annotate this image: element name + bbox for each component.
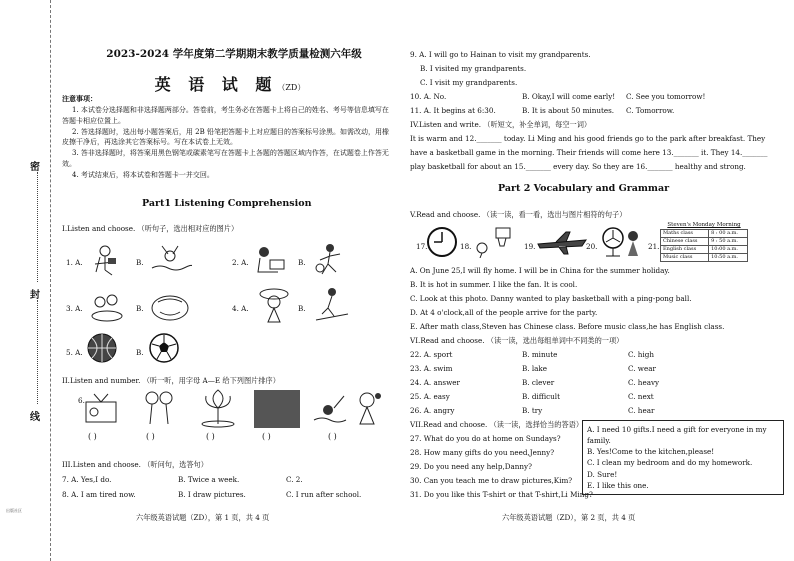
q8-c: C. I run after school. (286, 490, 362, 499)
table-cell: 10:00 a.m. (709, 246, 748, 254)
q10-b: B. Okay,I will come early! (522, 92, 616, 101)
q22-c: C. high (628, 350, 654, 359)
q19-number: 19. (524, 242, 536, 251)
section3-title: III.Listen and choose. （听问句，选答句） (62, 460, 208, 469)
table-row (661, 238, 748, 246)
option-c: C. Look at this photo. Danny wanted to play basketball with a ping-pong ball. (410, 294, 692, 303)
airplane-icon (536, 230, 588, 256)
answer-paren: ( ) (262, 432, 271, 441)
girl-reading-picture (90, 244, 120, 276)
q1-b-label: B. (136, 258, 144, 267)
passage-line: It is warm and 12._______ today. Li Ming and his good friends go to the park after breakfast. They (410, 134, 766, 143)
girl-swimming-picture (150, 242, 192, 276)
clock-icon (426, 226, 458, 258)
q10-c: C. See you tomorrow! (626, 92, 706, 101)
section2-title: II.Listen and number. （听一听，用字母 A—E 给下列图片排序） (62, 376, 280, 385)
q23-a: 23. A. swim (410, 364, 453, 373)
q11-a: 11. A. It begins at 6:30. (410, 106, 496, 115)
q20-number: 20. (586, 242, 598, 251)
soccer-ball-icon (148, 332, 180, 364)
q25-b: B. difficult (522, 392, 560, 401)
table-cell: Music class (661, 254, 709, 262)
option-d: D. At 4 o'clock,all of the people arrive for the party. (410, 308, 598, 317)
choice-a: A. I need 10 gifts.I need a gift for everyone in my family. (587, 425, 767, 446)
q9-c: C. I visit my grandparents. (420, 78, 518, 87)
answer-paren: ( ) (88, 432, 97, 441)
table-cell: Maths class (661, 230, 709, 238)
table-cell: Chinese class (661, 238, 709, 246)
option-e: E. After math class,Steven has Chinese class. Before music class,he has English class. (410, 322, 725, 331)
q25-c: C. next (628, 392, 654, 401)
q5-a-label: 5. A. (66, 348, 83, 357)
boy-playing-ball-picture (314, 242, 348, 276)
q17-number: 17. (416, 242, 428, 251)
q9-a: 9. A. I will go to Hainan to visit my grandparents. (410, 50, 591, 59)
girl-flowers-picture (352, 390, 382, 426)
skier-picture (314, 286, 350, 324)
basketball-icon (86, 332, 118, 364)
q22-b: B. minute (522, 350, 558, 359)
passage-line: have a basketball game in the morning. Their friends will come here 13._______ it. They 14._______ (410, 148, 768, 157)
q2-b-label: B. (298, 258, 306, 267)
q21-number: 21. (648, 242, 660, 251)
boy-laptop-picture (254, 244, 288, 276)
q1-a-label: 1. A. (66, 258, 83, 267)
table-cell: English class (661, 246, 709, 254)
passage-line: play basketball for about an 15._______ every day. So they are 16._______ healthy and strong. (410, 162, 746, 171)
schedule-table (660, 222, 748, 262)
line-label: 线 (30, 412, 40, 423)
fasten-label: 封 (30, 290, 40, 301)
section4-title: IV.Listen and write. （听短文，补全单词，每空一词） (410, 120, 592, 129)
q25-a: 25. A. easy (410, 392, 450, 401)
answer-paren: ( ) (206, 432, 215, 441)
table-cell: 10:50 a.m. (709, 254, 748, 262)
section6-title: VI.Read and choose. （读一读，选出每组单词中不同类的一项） (410, 336, 624, 345)
dotted-line (37, 300, 39, 404)
footer-left: 六年级英语试题（ZD），第 1 页，共 4 页 (136, 513, 270, 522)
note-item: 2. 答选择题时，选出每小题答案后，用 2B 铅笔把答题卡上对应题目的答案标号涂黑。如需改动，用橡皮擦干净后，再选涂其它答案标号。写在本试卷上无效。 (62, 127, 389, 147)
q23-b: B. lake (522, 364, 548, 373)
q4-a-label: 4. A. (232, 304, 249, 313)
section1-title: I.Listen and choose. （听句子，选出相对应的图片） (62, 224, 239, 233)
girl-hat-picture (256, 286, 292, 324)
q24-a: 24. A. answer (410, 378, 460, 387)
q24-b: B. clever (522, 378, 555, 387)
q2-a-label: 2. A. (232, 258, 249, 267)
footer-right: 六年级英语试题（ZD），第 2 页，共 4 页 (502, 513, 636, 522)
q9-b: B. I visited my grandparents. (420, 64, 527, 73)
q29: 29. Do you need any help,Danny? (410, 462, 532, 471)
q10-a: 10. A. No. (410, 92, 447, 101)
seal-label: 密 (30, 162, 40, 173)
people-picture (622, 230, 644, 256)
children-picture (140, 388, 176, 428)
q30: 30. Can you teach me to draw pictures,Kim? (410, 476, 573, 485)
schedule-title: Steven's Monday Morning (667, 222, 741, 228)
q26-a: 26. A. angry (410, 406, 455, 415)
q24-c: C. heavy (628, 378, 660, 387)
note-item: 1. 本试卷分选择题和非选择题两部分。答卷前，考生务必在答题卡上将自己的姓名、考号等信息填写在答题卡相应位置上。 (62, 105, 389, 125)
part1-title: Part1 Listening Comprehension (142, 198, 312, 209)
dark-photo-picture (254, 390, 300, 428)
option-b: B. It is hot in summer. I like the fan. It is cool. (410, 280, 578, 289)
q11-c: C. Tomorrow. (626, 106, 675, 115)
answer-paren: ( ) (328, 432, 337, 441)
table-cell: 8 : 00 a.m. (709, 230, 748, 238)
q18-number: 18. (460, 242, 472, 251)
q26-b: B. try (522, 406, 543, 415)
q28: 28. How many gifts do you need,Jenny? (410, 448, 555, 457)
q31: 31. Do you like this T-shirt or that T-shirt,Li Ming? (410, 490, 593, 499)
table-row (661, 254, 748, 262)
q7-a: 7. A. Yes,I do. (62, 475, 112, 484)
q4-b-label: B. (298, 304, 306, 313)
note-item: 3. 答非选择题时，将答案用黑色钢笔或碳素笔写在答题卡上各题的答题区域内作答，在试题卷上作答无效。 (62, 149, 389, 169)
q11-b: B. It is about 50 minutes. (522, 106, 615, 115)
exam-year-title: 2023-2024 学年度第二学期期末教学质量检测六年级 (106, 48, 362, 60)
answer-paren: ( ) (146, 432, 155, 441)
part2-title: Part 2 Vocabulary and Grammar (498, 183, 670, 194)
corner-stamp: 出版社区 (6, 508, 22, 513)
seafood-picture (150, 288, 192, 324)
q3-a-label: 3. A. (66, 304, 83, 313)
option-a: A. On June 25,I will fly home. I will be in China for the summer holiday. (410, 266, 670, 275)
q23-c: C. wear (628, 364, 656, 373)
q3-b-label: B. (136, 304, 144, 313)
q7-c: C. 2. (286, 475, 303, 484)
exam-title: 英 语 试 题（ZD） (154, 75, 306, 94)
section5-title: V.Read and choose. （读一读，看一看，选出与图片相符的句子） (410, 210, 627, 219)
q8-b: B. I draw pictures. (178, 490, 246, 499)
q7-b: B. Twice a week. (178, 475, 240, 484)
table-cell: 9 : 50 a.m. (709, 238, 748, 246)
lotus-picture (198, 388, 238, 428)
answer-choices-box (582, 420, 784, 495)
choice-c: C. I clean my bedroom and do my homework. (587, 458, 753, 468)
basketball-hoop-picture (472, 226, 512, 258)
q6-number: 6. (78, 396, 85, 405)
swimmer-picture (312, 390, 348, 428)
q5-b-label: B. (136, 348, 144, 357)
q27: 27. What do you do at home on Sundays? (410, 434, 561, 443)
section7-title: VII.Read and choose. （读一读，选择恰当的答语） (410, 420, 584, 429)
dotted-line (37, 172, 39, 282)
notes-section (62, 94, 392, 181)
tv-picture (84, 392, 120, 428)
choice-e: E. I like this one. (587, 480, 649, 490)
choice-d: D. Sure! (587, 469, 618, 479)
q26-c: C. hear (628, 406, 655, 415)
note-item: 4. 考试结束后，将本试卷和答题卡一并交回。 (72, 170, 214, 179)
binding-strip (0, 0, 51, 561)
notes-title: 注意事项： (62, 94, 97, 103)
table-row (661, 246, 748, 254)
table-row (661, 230, 748, 238)
q8-a: 8. A. I am tired now. (62, 490, 136, 499)
choice-b: B. Yes!Come to the kitchen,please! (587, 447, 715, 457)
q22-a: 22. A. sport (410, 350, 453, 359)
food-picture (90, 290, 124, 324)
